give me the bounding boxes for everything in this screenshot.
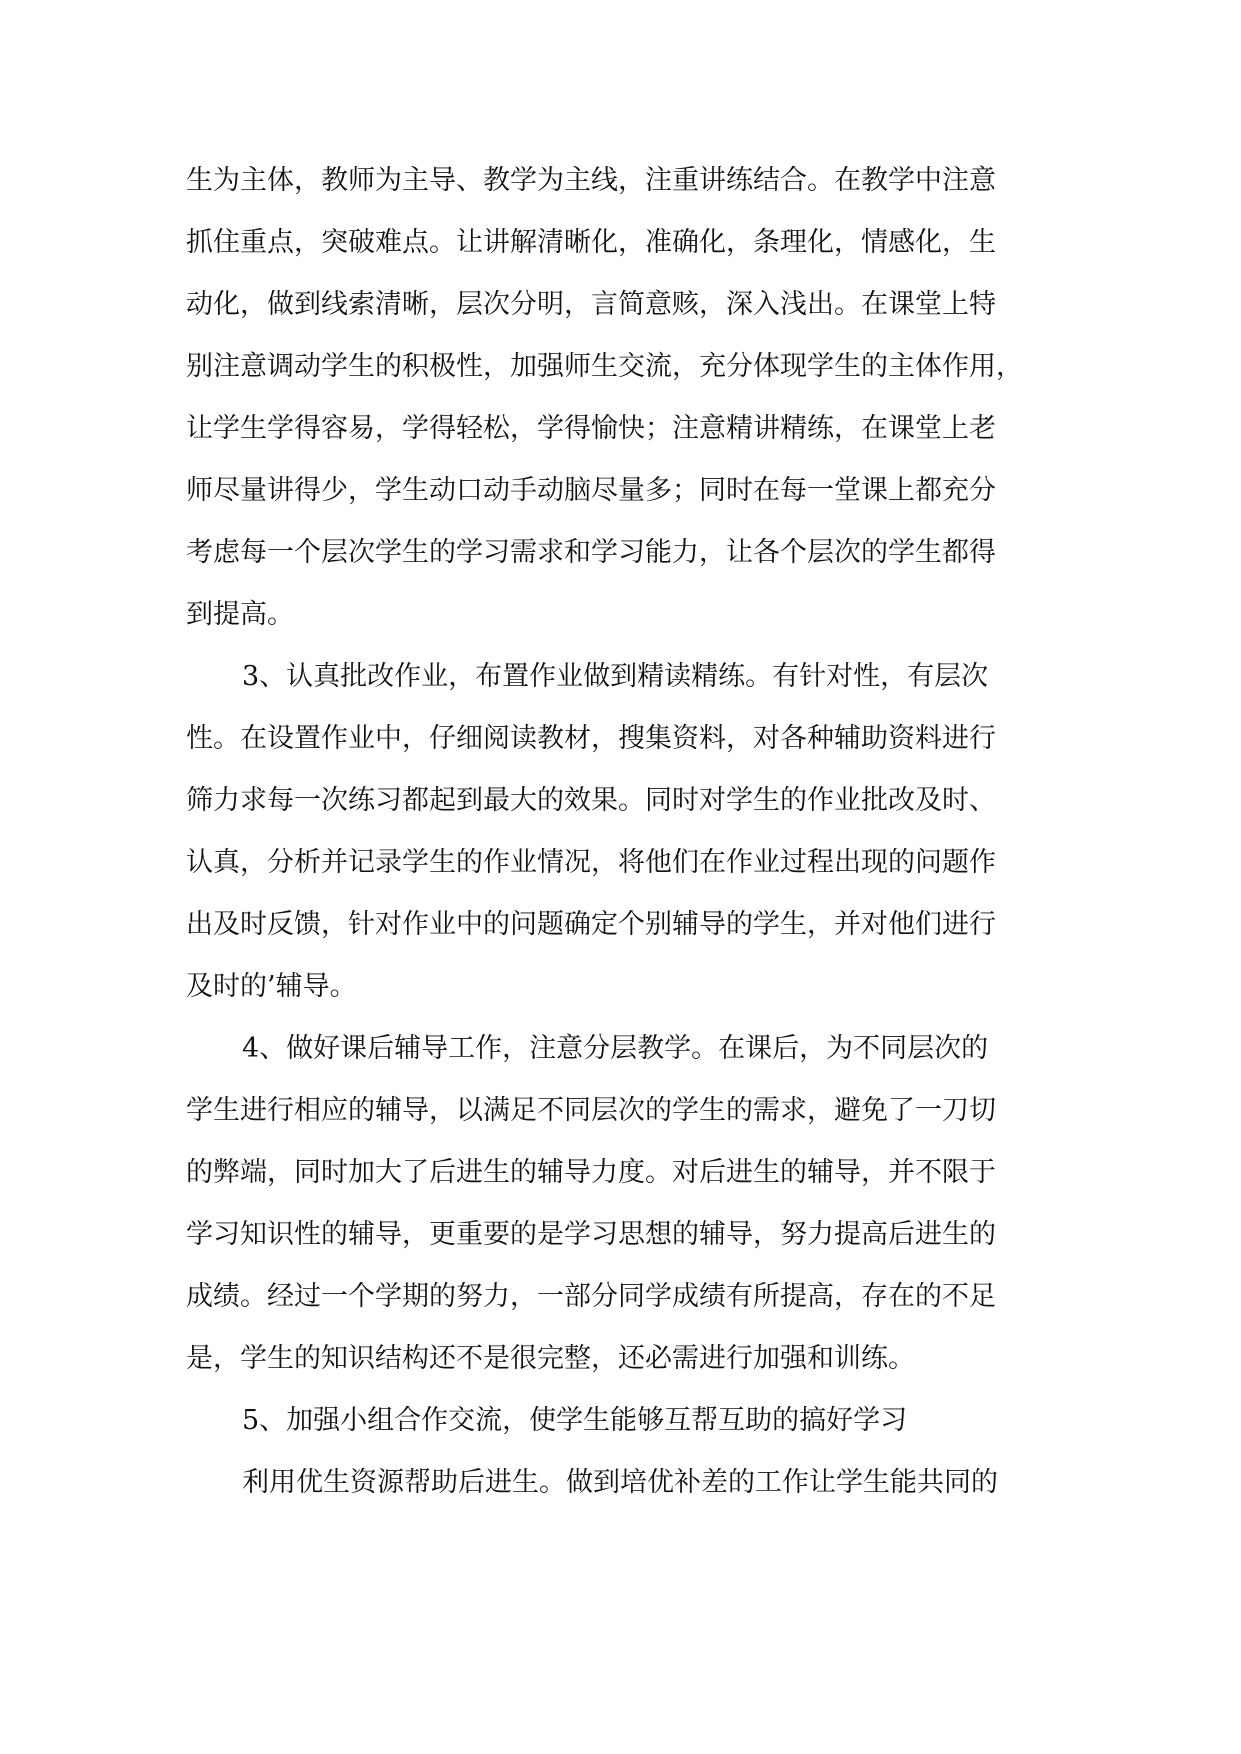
text-line: 认真，分析并记录学生的作业情况，将他们在作业过程出现的问题作 (186, 847, 996, 878)
text-line: 及时的’辅导。 (186, 971, 357, 1002)
text-line: 是，学生的知识结构还不是很完整，还必需进行加强和训练。 (186, 1343, 915, 1374)
text-line: 筛力求每一次练习都起到最大的效果。同时对学生的作业批改及时、 (186, 785, 996, 816)
text-line: 生为主体，教师为主导、教学为主线，注重讲练结合。在教学中注意 (186, 165, 996, 196)
document-body (186, 158, 1054, 1522)
text-line: 到提高。 (186, 599, 294, 630)
paragraph-start-line: 利用优生资源帮助后进生。做到培优补差的工作让学生能共同的 (242, 1467, 998, 1498)
text-line: 学习知识性的辅导，更重要的是学习思想的辅导，努力提高后进生的 (186, 1219, 996, 1250)
text-line: 成绩。经过一个学期的努力，一部分同学成绩有所提高，存在的不足 (186, 1281, 996, 1312)
text-line: 让学生学得容易，学得轻松，学得愉快；注意精讲精练，在课堂上老 (186, 413, 996, 444)
paragraph-start-line: 3、认真批改作业，布置作业做到精读精练。有针对性，有层次 (242, 661, 989, 692)
text-line: 学生进行相应的辅导，以满足不同层次的学生的需求，避免了一刀切 (186, 1095, 996, 1126)
paragraph-start-line: 5、加强小组合作交流，使学生能够互帮互助的搞好学习 (242, 1405, 908, 1436)
text-line: 考虑每一个层次学生的学习需求和学习能力，让各个层次的学生都得 (186, 537, 996, 568)
text-line: 性。在设置作业中，仔细阅读教材，搜集资料，对各种辅助资料进行 (186, 723, 996, 754)
text-line: 别注意调动学生的积极性，加强师生交流，充分体现学生的主体作用， (186, 351, 1023, 382)
text-line: 动化，做到线索清晰，层次分明，言简意赅，深入浅出。在课堂上特 (186, 289, 996, 320)
text-line: 师尽量讲得少，学生动口动手动脑尽量多；同时在每一堂课上都充分 (186, 475, 996, 506)
text-line: 出及时反馈，针对作业中的问题确定个别辅导的学生，并对他们进行 (186, 909, 996, 940)
paragraph-start-line: 4、做好课后辅导工作，注意分层教学。在课后，为不同层次的 (242, 1033, 989, 1064)
text-line: 抓住重点，突破难点。让讲解清晰化，准确化，条理化，情感化，生 (186, 227, 996, 258)
text-line: 的弊端，同时加大了后进生的辅导力度。对后进生的辅导，并不限于 (186, 1157, 996, 1188)
